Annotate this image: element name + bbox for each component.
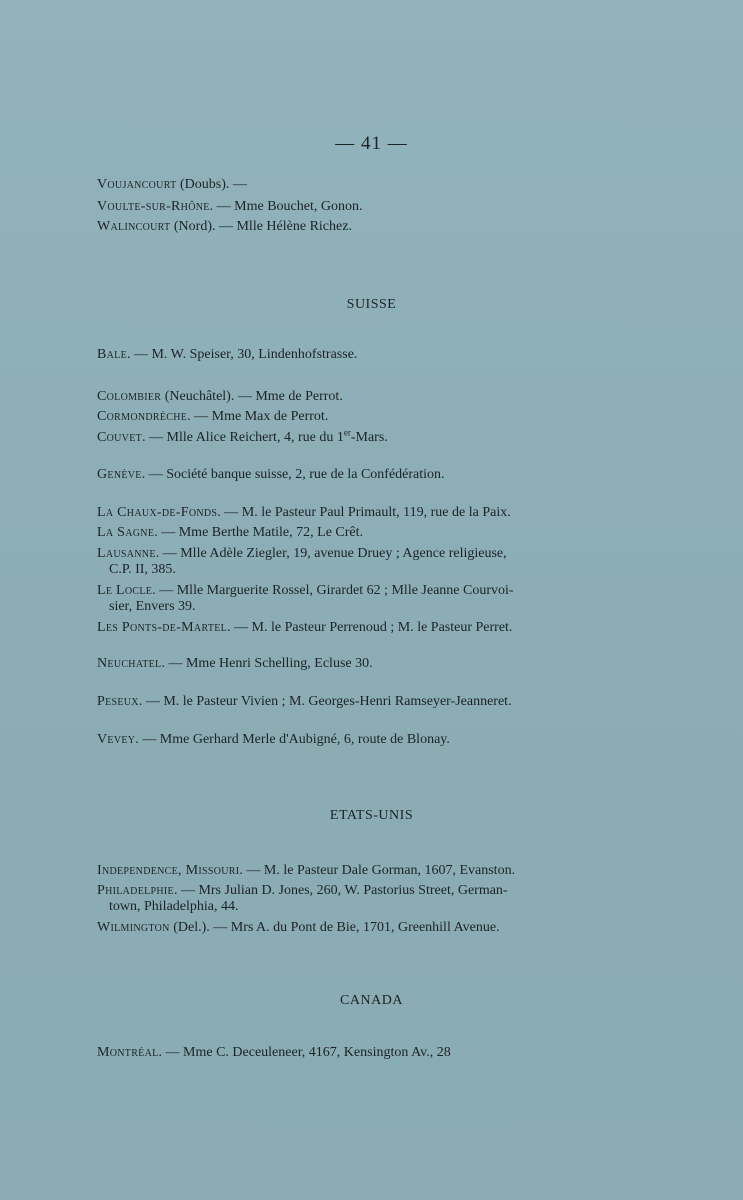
- place-name: La Sagne: [97, 525, 155, 540]
- place-name: La Chaux-de-Fonds: [97, 505, 218, 520]
- place-name: Wilmington: [97, 920, 170, 935]
- entry-walincourt: [97, 219, 627, 235]
- entry-cormondreche: [97, 409, 627, 425]
- section-heading-etats-unis: ETATS-UNIS: [329, 808, 414, 823]
- place-name: Neuchatel: [97, 656, 162, 671]
- entry-lausanne: [97, 546, 627, 578]
- entry-continuation: town, Philadelphia, 44.: [109, 899, 239, 914]
- entry-text: . — M. le Pasteur Paul Primault, 119, rue de la Paix.: [217, 505, 511, 520]
- place-name: Voulte-sur-Rhône: [97, 199, 210, 214]
- entry-la-chaux-de-fonds: [97, 505, 627, 521]
- entry-text: (Doubs). —: [176, 177, 247, 192]
- entry-text: (Neuchâtel). — Mme de Perrot.: [161, 389, 343, 404]
- entry-text: . — Mme Henri Schelling, Ecluse 30.: [161, 656, 373, 671]
- entry-text: . — Mlle Marguerite Rossel, Girardet 62 ; Mlle Jeanne Courvoi-: [152, 583, 514, 598]
- entry-wilmington: [97, 920, 627, 936]
- place-name: Les Ponts-de-Martel: [97, 620, 228, 635]
- section-heading-suisse: SUISSE: [346, 297, 397, 312]
- entry-continuation: C.P. II, 385.: [109, 562, 176, 577]
- place-name: Couvet: [97, 430, 143, 445]
- page-number: — 41 —: [335, 133, 408, 154]
- place-name: Lausanne: [97, 546, 156, 561]
- place-name: Peseux: [97, 694, 139, 709]
- entry-text: . — Mlle Alice Reichert, 4, rue du 1: [142, 430, 344, 445]
- place-name: Montréal: [97, 1045, 159, 1060]
- superscript: er: [343, 427, 351, 438]
- entry-voujancourt: [97, 177, 627, 193]
- entry-neuchatel: [97, 656, 627, 672]
- place-name: Genève: [97, 467, 142, 482]
- entry-philadelphie: [97, 883, 627, 915]
- entry-couvet: [97, 427, 627, 446]
- entry-text: (Nord). — Mlle Hélène Richez.: [170, 219, 352, 234]
- entry-text: . — Mme C. Deceuleneer, 4167, Kensington Av., 28: [158, 1045, 451, 1060]
- place-name: Philadelphie: [97, 883, 174, 898]
- entry-les-ponts-de-martel: [97, 620, 627, 636]
- entry-la-sagne: [97, 525, 627, 541]
- entry-text: . — Mme Berthe Matile, 72, Le Crêt.: [154, 525, 364, 540]
- entry-text: . — M. le Pasteur Vivien ; M. Georges-Henri Ramseyer-Jeanneret.: [138, 694, 512, 709]
- place-name: Vevey: [97, 732, 136, 747]
- place-name: Bale: [97, 347, 127, 362]
- entry-text: (Del.). — Mrs A. du Pont de Bie, 1701, Greenhill Avenue.: [169, 920, 500, 935]
- place-name: Independence, Missouri: [97, 863, 240, 878]
- entry-text: . — Mrs Julian D. Jones, 260, W. Pastorius Street, German-: [173, 883, 508, 898]
- place-name: Walincourt: [97, 219, 171, 234]
- section-heading-canada: CANADA: [340, 993, 403, 1008]
- entry-text: . — Société banque suisse, 2, rue de la Confédération.: [141, 467, 445, 482]
- entry-text-tail: -Mars.: [350, 430, 388, 445]
- entry-independence: [97, 863, 627, 879]
- place-name: Colombier: [97, 389, 162, 404]
- entry-text: . — Mme Gerhard Merle d'Aubigné, 6, route de Blonay.: [135, 732, 450, 747]
- entry-vevey: [97, 732, 627, 748]
- entry-text: . — Mme Max de Perrot.: [187, 409, 329, 424]
- entry-text: . — M. W. Speiser, 30, Lindenhofstrasse.: [126, 347, 358, 362]
- entry-text: . — M. le Pasteur Perrenoud ; M. le Pasteur Perret.: [227, 620, 513, 635]
- entry-text: . — M. le Pasteur Dale Gorman, 1607, Evanston.: [239, 863, 516, 878]
- entry-continuation: sier, Envers 39.: [109, 599, 196, 614]
- place-name: Le Locle: [97, 583, 153, 598]
- entry-bale: [97, 347, 627, 363]
- entry-text: . — Mme Bouchet, Gonon.: [209, 199, 363, 214]
- entry-voulte-sur-rhone: [97, 199, 627, 215]
- entry-text: . — Mlle Adèle Ziegler, 19, avenue Druey ; Agence religieuse,: [155, 546, 507, 561]
- entry-le-locle: [97, 583, 627, 615]
- place-name: Cormondrèche: [97, 409, 188, 424]
- entry-colombier: [97, 389, 627, 405]
- entry-peseux: [97, 694, 627, 710]
- entry-montreal: [97, 1045, 627, 1061]
- place-name: Voujancourt: [97, 177, 177, 192]
- entry-geneve: [97, 467, 627, 483]
